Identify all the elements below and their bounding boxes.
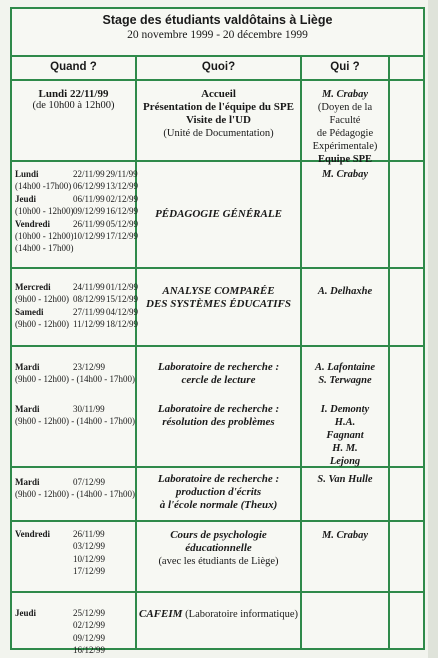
row-accueil-who — [302, 88, 388, 166]
row-ecrits-when — [15, 476, 135, 501]
schedule-line — [15, 306, 139, 318]
schedule-line — [15, 488, 135, 500]
schedule-line — [15, 540, 135, 552]
time: (9h00 - 12h00) — [15, 319, 69, 330]
activity-note: (avec les étudiants de Liège) — [158, 556, 279, 567]
rule — [12, 591, 423, 593]
row-cafeim-when — [15, 607, 135, 657]
activity-line: résolution des problèmes — [162, 416, 275, 428]
activity-line: DES SYSTÈMES ÉDUCATIFS — [146, 298, 291, 310]
day: Mardi — [15, 362, 40, 372]
schedule-line — [15, 230, 139, 242]
date: 11/12/99 — [73, 319, 105, 330]
person-name: S. Van Hulle — [317, 474, 373, 485]
date: 15/12/99 — [106, 294, 139, 305]
schedule-line — [15, 619, 135, 631]
schedule-line — [15, 218, 139, 230]
schedule-line — [15, 373, 135, 385]
date: 09/12/99 — [73, 206, 106, 217]
date: 06/11/99 — [73, 193, 105, 204]
row-pedagogie-what — [137, 208, 300, 221]
when-time: (de 10h00 à 12h00) — [32, 100, 115, 111]
page-title: Stage des étudiants valdôtains à Liège — [102, 13, 333, 27]
header-quand: Quand ? — [50, 61, 97, 73]
date: 01/12/99 — [106, 282, 139, 292]
date: 23/12/99 — [73, 362, 106, 372]
activity-note: (Unité de Documentation) — [163, 128, 274, 139]
when-title: Lundi 22/11/99 — [38, 88, 109, 100]
date: 26/11/99 — [73, 218, 105, 229]
date: 13/12/99 — [106, 181, 139, 192]
row-ecrits-who — [302, 473, 388, 486]
schedule-line — [15, 361, 135, 373]
date: 02/12/99 — [73, 620, 106, 631]
person-name: I. Demonty — [320, 404, 370, 415]
time: (9h00 - 12h00) — [15, 294, 69, 305]
row-lecture-when — [15, 361, 135, 386]
schedule-line — [15, 476, 135, 488]
schedule-line — [15, 528, 135, 540]
row-problemes-who — [302, 403, 388, 468]
activity-note: (Laboratoire informatique) — [185, 609, 298, 620]
rule — [12, 267, 423, 269]
row-cafeim-what — [137, 608, 300, 621]
person-role: (Doyen de la Faculté — [317, 102, 373, 126]
date: 10/12/99 — [73, 553, 106, 564]
row-ecrits-what — [137, 473, 300, 512]
column-divider — [388, 55, 390, 648]
header-qui: Qui ? — [330, 61, 360, 73]
date: 30/11/99 — [73, 404, 105, 414]
schedule-line — [15, 205, 139, 217]
row-psychologie-what — [137, 529, 300, 568]
row-psychologie-when — [15, 528, 135, 578]
day: Lundi — [15, 169, 39, 179]
activity-line: éducationnelle — [185, 542, 252, 554]
date: 22/11/99 — [73, 169, 105, 179]
row-lecture-what — [137, 361, 300, 387]
row-accueil-what — [137, 88, 300, 140]
row-problemes-what — [137, 403, 300, 429]
schedule-line — [15, 242, 135, 254]
schedule-line — [15, 632, 135, 644]
activity-line: Laboratoire de recherche : — [157, 361, 280, 373]
team-name: Equipe SPE — [318, 154, 372, 165]
row-problemes-when — [15, 403, 135, 428]
date: 16/12/99 — [106, 206, 139, 217]
activity-line: Laboratoire de recherche : — [157, 403, 280, 415]
date: 08/12/99 — [73, 294, 106, 305]
person-name: Fagnant — [326, 430, 364, 441]
time: (10h00 - 12h00) — [15, 206, 74, 217]
date: 09/12/99 — [73, 632, 106, 643]
person-name: M. Crabay — [321, 530, 369, 541]
schedule-line — [15, 607, 135, 619]
schedule-line — [15, 180, 139, 192]
row-psychologie-who — [302, 529, 388, 542]
schedule-line — [15, 168, 138, 180]
time: (9h00 - 12h00) - (14h00 - 17h00) — [15, 489, 135, 500]
day: Vendredi — [15, 529, 51, 539]
date: 16/12/99 — [73, 645, 106, 656]
date: 07/12/99 — [73, 477, 106, 487]
activity-line: cercle de lecture — [181, 374, 256, 386]
date: 17/12/99 — [106, 230, 139, 241]
rule — [12, 520, 423, 522]
day: Samedi — [15, 306, 44, 317]
time: (14h00 -17h00) — [15, 181, 72, 192]
date: 26/11/99 — [73, 529, 105, 539]
row-pedagogie-when — [15, 168, 139, 255]
rule — [12, 79, 423, 81]
date: 17/12/99 — [73, 566, 106, 577]
date-range: 20 novembre 1999 - 20 décembre 1999 — [127, 29, 308, 41]
schedule-table — [12, 55, 423, 656]
date: 03/12/99 — [73, 541, 106, 552]
day: Vendredi — [15, 218, 51, 229]
activity-line: Présentation de l'équipe du SPE — [143, 101, 294, 113]
person-role: de Pédagogie — [316, 128, 374, 139]
day: Mercredi — [15, 282, 51, 292]
person-role: Expérimentale) — [312, 141, 378, 152]
person-name: A. Lafontaine — [314, 362, 376, 373]
date: 06/12/99 — [73, 181, 106, 192]
time: (9h00 - 12h00) - (14h00 - 17h00) — [15, 374, 135, 385]
row-analyse-who — [302, 285, 388, 298]
person-name: H. M. — [332, 443, 358, 454]
schedule-line — [15, 193, 139, 205]
date: 27/11/99 — [73, 306, 105, 317]
schedule-line — [15, 415, 135, 427]
schedule-line — [15, 644, 135, 656]
date: 10/12/99 — [73, 230, 106, 241]
activity-line: Accueil — [201, 88, 236, 100]
person-name: H.A. — [334, 417, 356, 428]
date: 02/12/99 — [106, 193, 139, 204]
schedule-line — [15, 318, 139, 330]
schedule-line — [15, 565, 135, 577]
time: (10h00 - 12h00) — [15, 230, 74, 241]
date: 05/12/99 — [106, 218, 139, 229]
schedule-line — [15, 293, 139, 305]
row-lecture-who — [302, 361, 388, 387]
day: Jeudi — [15, 193, 37, 204]
date: 25/12/99 — [73, 608, 106, 618]
schedule-frame — [10, 7, 425, 656]
header-quoi: Quoi? — [201, 61, 236, 73]
schedule-line — [15, 281, 139, 293]
activity-line: PÉDAGOGIE GÉNÉRALE — [155, 208, 282, 220]
row-accueil-when — [12, 88, 135, 111]
row-analyse-when — [15, 281, 139, 331]
title-block — [12, 9, 423, 54]
activity-line: ANALYSE COMPARÉE — [162, 285, 275, 297]
time: (9h00 - 12h00) - (14h00 - 17h00) — [15, 416, 135, 427]
page-gutter — [428, 0, 438, 658]
date: 18/12/99 — [106, 319, 139, 330]
rule — [12, 345, 423, 347]
activity-line: Visite de l'UD — [186, 114, 251, 126]
date: 04/12/99 — [106, 306, 139, 317]
date: 24/11/99 — [73, 282, 105, 292]
schedule-line — [15, 403, 135, 415]
row-pedagogie-who — [302, 168, 388, 181]
activity-line: à l'école normale (Theux) — [159, 499, 278, 511]
activity-line: Laboratoire de recherche : — [157, 473, 280, 485]
activity-line: Cours de psychologie — [170, 529, 267, 541]
activity-line: production d'écrits — [175, 486, 262, 498]
person-name: M. Crabay — [321, 169, 369, 180]
activity-line: CAFEIM — [139, 608, 183, 620]
time: (14h00 - 17h00) — [15, 243, 74, 254]
day: Jeudi — [15, 608, 37, 618]
person-name: A. Delhaxhe — [317, 286, 373, 297]
row-analyse-what — [137, 285, 300, 311]
day: Mardi — [15, 477, 40, 487]
person-name: S. Terwagne — [318, 375, 372, 386]
person-name: Lejong — [329, 456, 361, 467]
schedule-line — [15, 553, 135, 565]
person-name: M. Crabay — [321, 89, 369, 100]
date: 29/11/99 — [106, 169, 138, 179]
day: Mardi — [15, 404, 40, 414]
